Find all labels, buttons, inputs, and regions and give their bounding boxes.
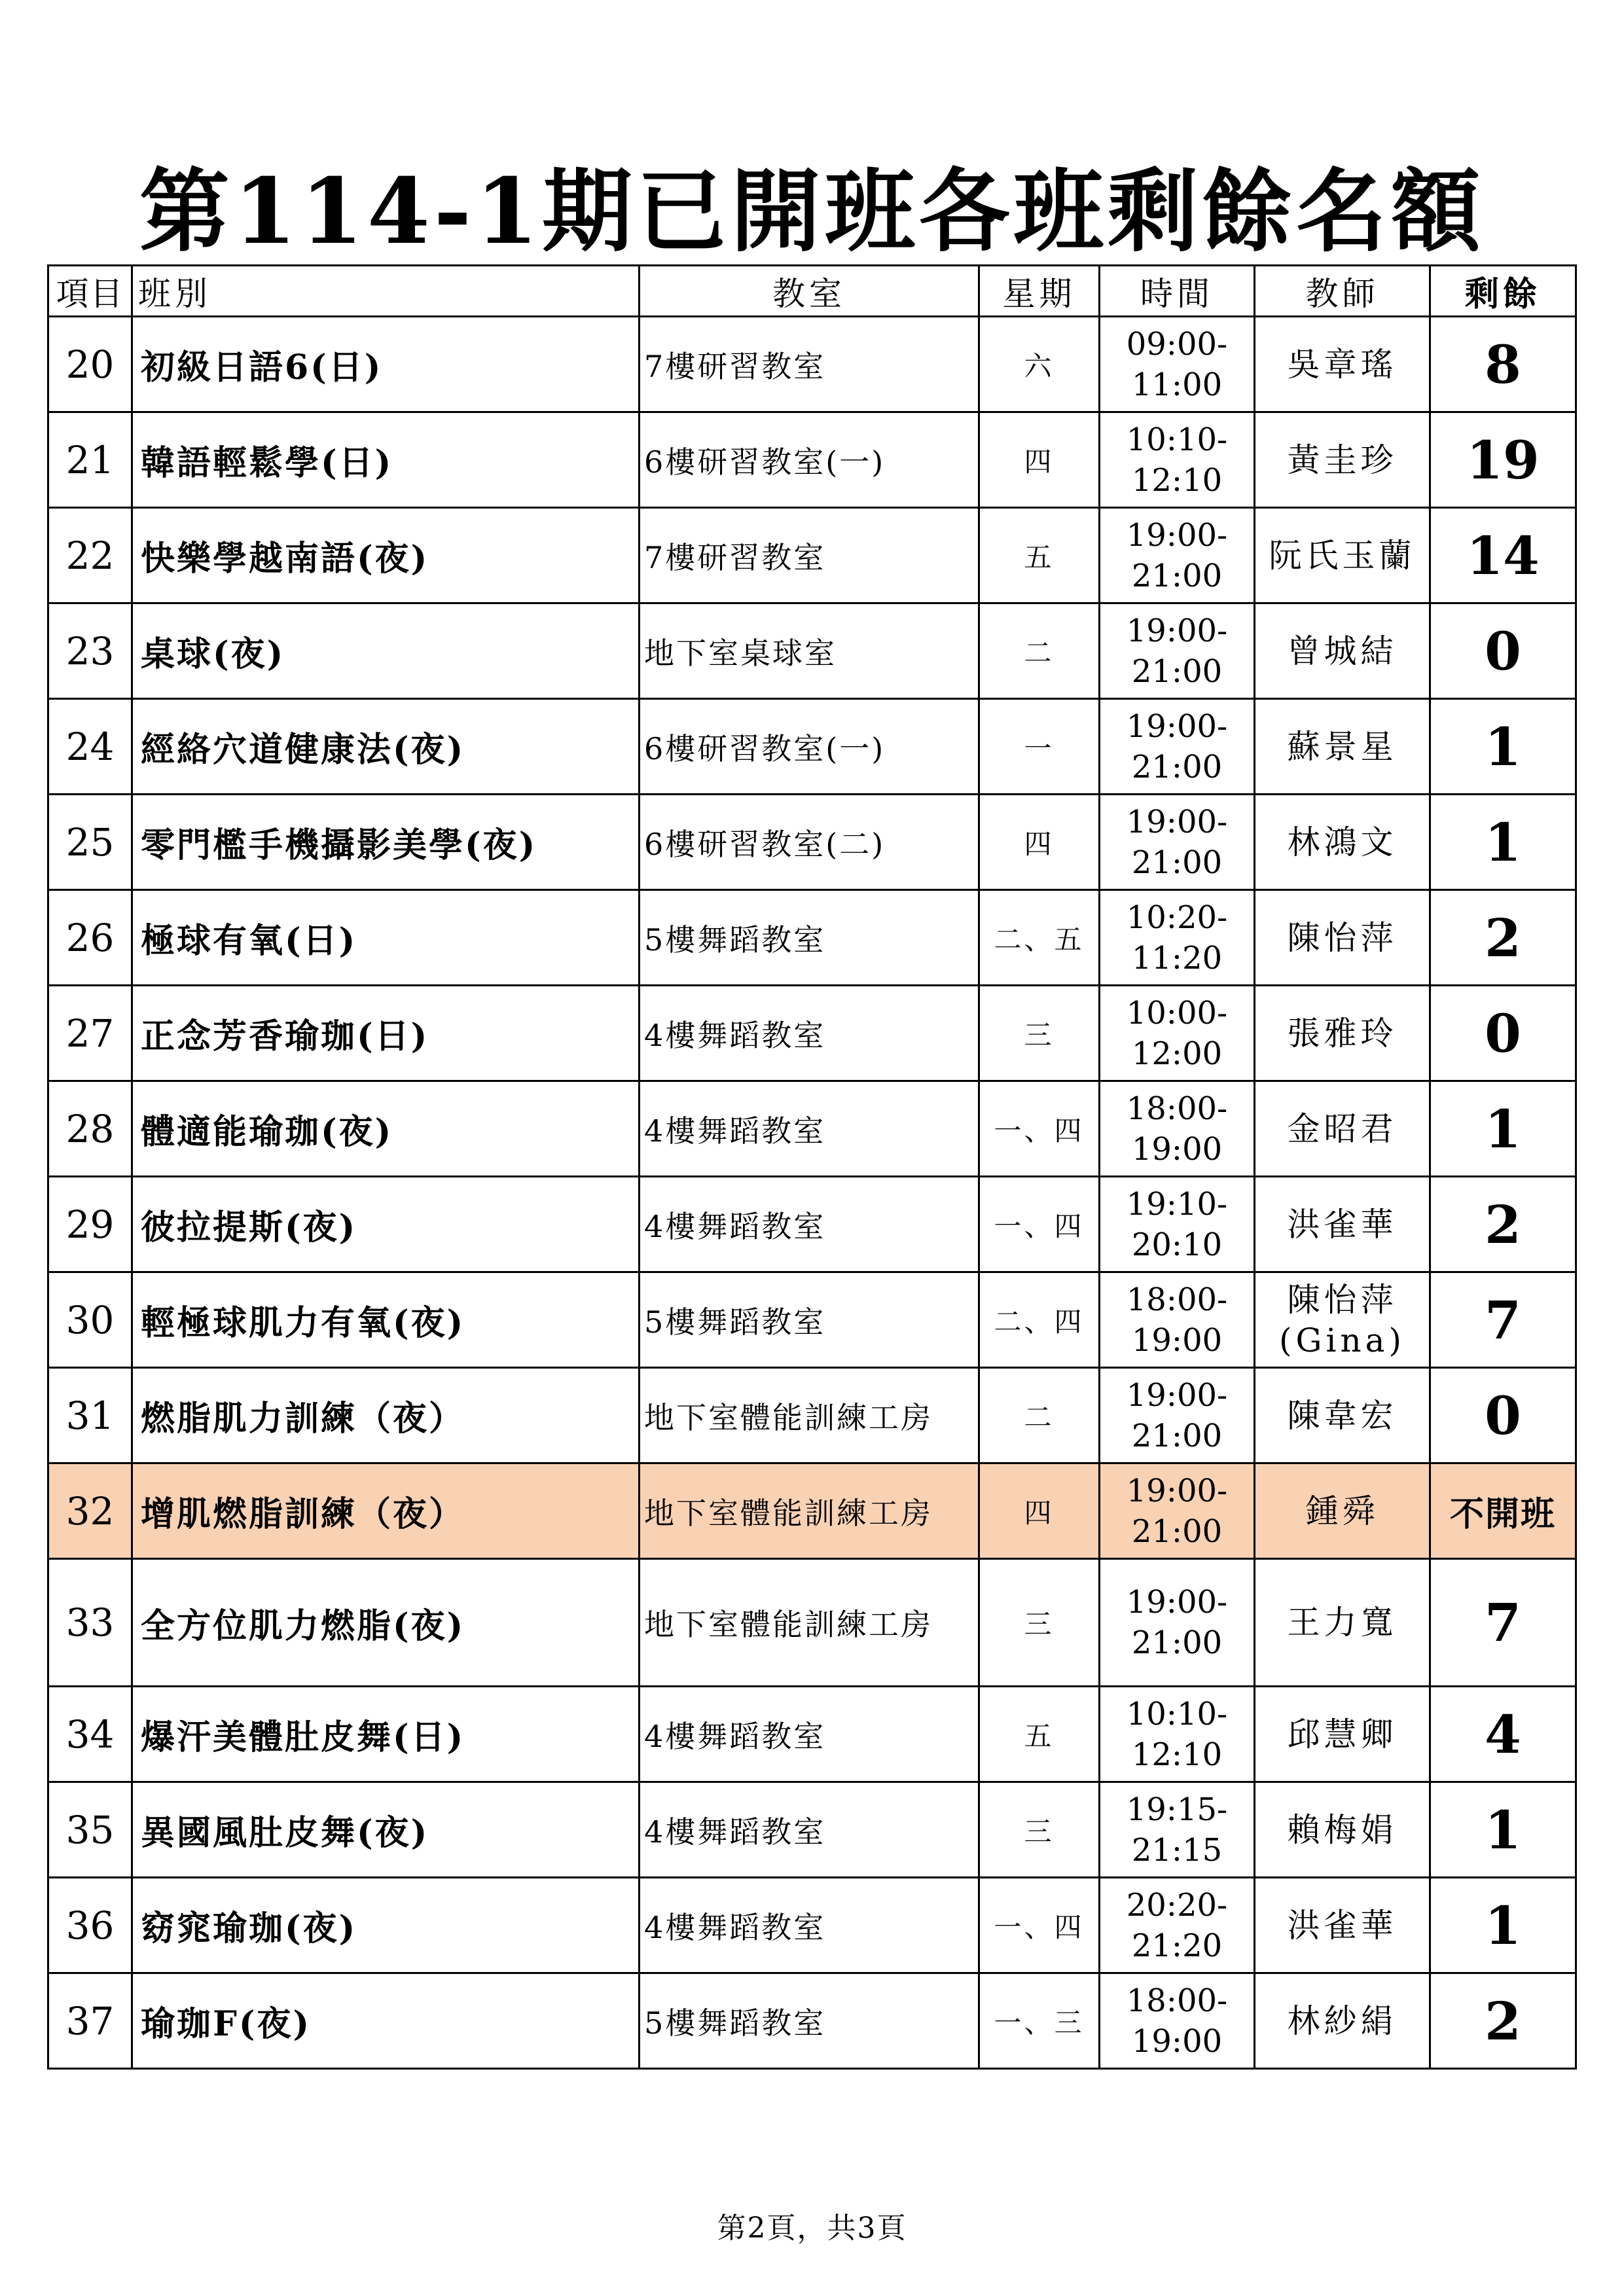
cell-no: 36: [48, 1878, 132, 1973]
cell-day: 二: [979, 603, 1100, 699]
cell-class: 快樂學越南語(夜): [132, 508, 640, 603]
cell-remaining: 4: [1430, 1687, 1576, 1782]
cell-remaining: 7: [1430, 1559, 1576, 1687]
cell-room: 4樓舞蹈教室: [640, 1782, 979, 1878]
teacher-name: 蘇景星: [1287, 727, 1398, 766]
time-end: 12:10: [1131, 1736, 1223, 1773]
teacher-note: (Gina): [1279, 1321, 1405, 1359]
time-start: 19:15-: [1126, 1791, 1228, 1828]
cell-teacher: [1255, 795, 1430, 890]
time-end: 19:00: [1131, 1130, 1223, 1168]
teacher-name: 洪雀華: [1287, 1205, 1398, 1244]
time-start: 18:00-: [1126, 1982, 1228, 2019]
time-start: 19:00-: [1126, 708, 1228, 745]
cell-day: 二、五: [979, 890, 1100, 986]
cell-remaining: 1: [1430, 795, 1576, 890]
cell-remaining: 2: [1430, 1973, 1576, 2069]
cell-day: 六: [979, 317, 1100, 412]
cell-room: 5樓舞蹈教室: [640, 1973, 979, 2069]
cell-no: 24: [48, 699, 132, 795]
cell-no: 21: [48, 412, 132, 508]
table-row: [48, 1272, 1576, 1368]
time-start: 18:00-: [1126, 1281, 1228, 1318]
cell-teacher: [1255, 890, 1430, 986]
time-end: 19:00: [1131, 2022, 1223, 2060]
cell-time: [1100, 699, 1255, 795]
cell-class: 體適能瑜珈(夜): [132, 1081, 640, 1177]
cell-day: 一、四: [979, 1878, 1100, 1973]
table-row: [48, 1687, 1576, 1782]
cell-room: 4樓舞蹈教室: [640, 1081, 979, 1177]
cell-no: 25: [48, 795, 132, 890]
teacher-name: 林紗絹: [1287, 2001, 1398, 2040]
cell-room: 4樓舞蹈教室: [640, 1878, 979, 1973]
table-row: [48, 699, 1576, 795]
cell-time: [1100, 508, 1255, 603]
cell-class: 經絡穴道健康法(夜): [132, 699, 640, 795]
cell-remaining: 19: [1430, 412, 1576, 508]
cell-time: [1100, 986, 1255, 1081]
cell-day: 四: [979, 795, 1100, 890]
cell-class: 輕極球肌力有氧(夜): [132, 1272, 640, 1368]
time-start: 10:20-: [1126, 899, 1228, 936]
cell-no: 28: [48, 1081, 132, 1177]
header-teacher: 教師: [1255, 266, 1430, 317]
cell-remaining: 14: [1430, 508, 1576, 603]
teacher-name: 洪雀華: [1287, 1906, 1398, 1945]
cell-day: 三: [979, 986, 1100, 1081]
time-end: 21:00: [1131, 748, 1223, 785]
time-end: 11:00: [1131, 366, 1223, 403]
time-end: 21:00: [1131, 1513, 1223, 1550]
cell-day: 一、四: [979, 1177, 1100, 1272]
cell-day: 一、三: [979, 1973, 1100, 2069]
time-start: 19:10-: [1126, 1185, 1228, 1223]
cell-class: 全方位肌力燃脂(夜): [132, 1559, 640, 1687]
cell-room: 7樓研習教室: [640, 508, 979, 603]
class-schedule-table: [47, 264, 1577, 2070]
time-end: 21:00: [1131, 1624, 1223, 1661]
table-row: [48, 317, 1576, 412]
cell-room: 7樓研習教室: [640, 317, 979, 412]
cell-time: [1100, 412, 1255, 508]
cell-time: [1100, 1973, 1255, 2069]
cell-day: 四: [979, 1463, 1100, 1559]
cell-day: 五: [979, 1687, 1100, 1782]
cell-time: [1100, 1272, 1255, 1368]
cell-room: 4樓舞蹈教室: [640, 986, 979, 1081]
teacher-name: 黃圭珍: [1287, 440, 1398, 479]
time-start: 10:00-: [1126, 994, 1228, 1031]
cell-time: [1100, 1177, 1255, 1272]
cell-remaining: 0: [1430, 1368, 1576, 1463]
cell-no: 30: [48, 1272, 132, 1368]
cell-no: 26: [48, 890, 132, 986]
time-end: 21:15: [1131, 1831, 1223, 1869]
cell-no: 27: [48, 986, 132, 1081]
table-row: [48, 890, 1576, 986]
cell-class: 燃脂肌力訓練（夜）: [132, 1368, 640, 1463]
cell-remaining: 1: [1430, 1081, 1576, 1177]
table-header-row: [48, 266, 1576, 317]
cell-class: 瑜珈F(夜): [132, 1973, 640, 2069]
cell-remaining: 1: [1430, 699, 1576, 795]
teacher-name: 陳怡萍: [1287, 918, 1398, 957]
teacher-name: 林鴻文: [1287, 823, 1398, 861]
table-row: [48, 1878, 1576, 1973]
cell-teacher: [1255, 1368, 1430, 1463]
cell-day: 一: [979, 699, 1100, 795]
cell-teacher: [1255, 412, 1430, 508]
cell-time: [1100, 1782, 1255, 1878]
cell-remaining: 0: [1430, 986, 1576, 1081]
table-row: [48, 1782, 1576, 1878]
cell-day: 三: [979, 1559, 1100, 1687]
teacher-name: 吳章瑤: [1287, 345, 1398, 384]
cell-class: 初級日語6(日): [132, 317, 640, 412]
time-end: 21:00: [1131, 557, 1223, 594]
time-end: 12:10: [1131, 461, 1223, 499]
time-end: 21:00: [1131, 844, 1223, 881]
cell-no: 33: [48, 1559, 132, 1687]
cell-room: 6樓研習教室(一): [640, 699, 979, 795]
cell-class: 爆汗美體肚皮舞(日): [132, 1687, 640, 1782]
cell-room: 6樓研習教室(二): [640, 795, 979, 890]
cell-time: [1100, 1368, 1255, 1463]
cell-time: [1100, 890, 1255, 986]
cell-no: 35: [48, 1782, 132, 1878]
cell-room: 地下室桌球室: [640, 603, 979, 699]
table-row: [48, 1559, 1576, 1687]
time-start: 20:20-: [1126, 1886, 1228, 1924]
cell-teacher: [1255, 1081, 1430, 1177]
cell-room: 5樓舞蹈教室: [640, 890, 979, 986]
cell-time: [1100, 1687, 1255, 1782]
cell-class: 韓語輕鬆學(日): [132, 412, 640, 508]
cell-no: 34: [48, 1687, 132, 1782]
time-start: 19:00-: [1126, 516, 1228, 554]
time-end: 21:20: [1131, 1927, 1223, 1964]
cell-remaining: 1: [1430, 1878, 1576, 1973]
teacher-name: 賴梅娟: [1287, 1810, 1398, 1849]
cell-remaining: 2: [1430, 890, 1576, 986]
cell-remaining: 不開班: [1430, 1463, 1576, 1559]
header-remaining: 剩餘: [1430, 266, 1576, 317]
cell-day: 二、四: [979, 1272, 1100, 1368]
teacher-name: 鍾舜: [1305, 1492, 1379, 1530]
cell-teacher: [1255, 317, 1430, 412]
cell-no: 29: [48, 1177, 132, 1272]
cell-day: 四: [979, 412, 1100, 508]
cell-day: 一、四: [979, 1081, 1100, 1177]
cell-day: 五: [979, 508, 1100, 603]
teacher-name: 陳韋宏: [1287, 1396, 1398, 1435]
cell-class: 正念芳香瑜珈(日): [132, 986, 640, 1081]
cell-class: 窈窕瑜珈(夜): [132, 1878, 640, 1973]
cell-class: 桌球(夜): [132, 603, 640, 699]
cell-class: 零門檻手機攝影美學(夜): [132, 795, 640, 890]
cell-remaining: 2: [1430, 1177, 1576, 1272]
cell-teacher: [1255, 1878, 1430, 1973]
cell-teacher: [1255, 1782, 1430, 1878]
table-row: [48, 508, 1576, 603]
cell-class: 極球有氧(日): [132, 890, 640, 986]
cell-remaining: 8: [1430, 317, 1576, 412]
cell-remaining: 7: [1430, 1272, 1576, 1368]
table-row: [48, 795, 1576, 890]
cell-no: 32: [48, 1463, 132, 1559]
cell-class: 異國風肚皮舞(夜): [132, 1782, 640, 1878]
cell-no: 20: [48, 317, 132, 412]
time-end: 21:00: [1131, 1417, 1223, 1454]
cell-room: 6樓研習教室(一): [640, 412, 979, 508]
time-start: 19:00-: [1126, 612, 1228, 649]
cell-teacher: [1255, 603, 1430, 699]
time-end: 12:00: [1131, 1035, 1223, 1072]
cell-time: [1100, 603, 1255, 699]
cell-teacher: [1255, 1463, 1430, 1559]
cell-no: 37: [48, 1973, 132, 2069]
cell-teacher: [1255, 699, 1430, 795]
time-end: 11:20: [1131, 939, 1223, 977]
cell-day: 三: [979, 1782, 1100, 1878]
table-row: [48, 1973, 1576, 2069]
table-row: [48, 986, 1576, 1081]
cell-room: 地下室體能訓練工房: [640, 1368, 979, 1463]
cell-teacher: [1255, 1272, 1430, 1368]
time-start: 19:00-: [1126, 1472, 1228, 1509]
cell-day: 二: [979, 1368, 1100, 1463]
teacher-name: 張雅玲: [1287, 1014, 1398, 1052]
table-row: [48, 1463, 1576, 1559]
header-no: 項目: [48, 266, 132, 317]
cell-time: [1100, 1081, 1255, 1177]
cell-room: 地下室體能訓練工房: [640, 1463, 979, 1559]
teacher-name: 邱慧卿: [1287, 1715, 1398, 1753]
cell-room: 4樓舞蹈教室: [640, 1687, 979, 1782]
cell-teacher: [1255, 508, 1430, 603]
teacher-name: 金昭君: [1287, 1109, 1398, 1148]
cell-time: [1100, 795, 1255, 890]
cell-no: 31: [48, 1368, 132, 1463]
cell-class: 增肌燃脂訓練（夜）: [132, 1463, 640, 1559]
header-room: 教室: [640, 266, 979, 317]
cell-teacher: [1255, 1177, 1430, 1272]
cell-teacher: [1255, 1687, 1430, 1782]
cell-time: [1100, 1559, 1255, 1687]
teacher-name: 曾城結: [1287, 632, 1398, 670]
header-time: 時間: [1100, 266, 1255, 317]
time-start: 09:00-: [1126, 325, 1228, 363]
cell-room: 5樓舞蹈教室: [640, 1272, 979, 1368]
cell-room: 4樓舞蹈教室: [640, 1177, 979, 1272]
cell-teacher: [1255, 1973, 1430, 2069]
time-end: 21:00: [1131, 653, 1223, 690]
cell-time: [1100, 1878, 1255, 1973]
time-start: 10:10-: [1126, 421, 1228, 458]
teacher-name: 陳怡萍: [1287, 1280, 1398, 1319]
time-end: 20:10: [1131, 1226, 1223, 1263]
teacher-name: 王力寬: [1287, 1604, 1398, 1641]
header-class: 班別: [132, 266, 640, 317]
cell-room: 地下室體能訓練工房: [640, 1559, 979, 1687]
cell-time: [1100, 317, 1255, 412]
page-title: 第114-1期已開班各班剩餘名額: [139, 158, 1485, 264]
cell-time: [1100, 1463, 1255, 1559]
table-row: [48, 1368, 1576, 1463]
teacher-name: 阮氏玉蘭: [1269, 536, 1416, 575]
cell-teacher: [1255, 986, 1430, 1081]
time-start: 19:00-: [1126, 1584, 1228, 1621]
table-row: [48, 1081, 1576, 1177]
cell-class: 彼拉提斯(夜): [132, 1177, 640, 1272]
cell-remaining: 0: [1430, 603, 1576, 699]
time-start: 18:00-: [1126, 1090, 1228, 1127]
table-row: [48, 603, 1576, 699]
cell-no: 22: [48, 508, 132, 603]
page-footer: 第2頁，共3頁: [717, 2212, 907, 2245]
time-start: 19:00-: [1126, 1376, 1228, 1414]
table-row: [48, 1177, 1576, 1272]
cell-teacher: [1255, 1559, 1430, 1687]
header-day: 星期: [979, 266, 1100, 317]
time-start: 19:00-: [1126, 803, 1228, 840]
time-start: 10:10-: [1126, 1695, 1228, 1732]
cell-remaining: 1: [1430, 1782, 1576, 1878]
cell-no: 23: [48, 603, 132, 699]
time-end: 19:00: [1131, 1321, 1223, 1359]
table-row: [48, 412, 1576, 508]
